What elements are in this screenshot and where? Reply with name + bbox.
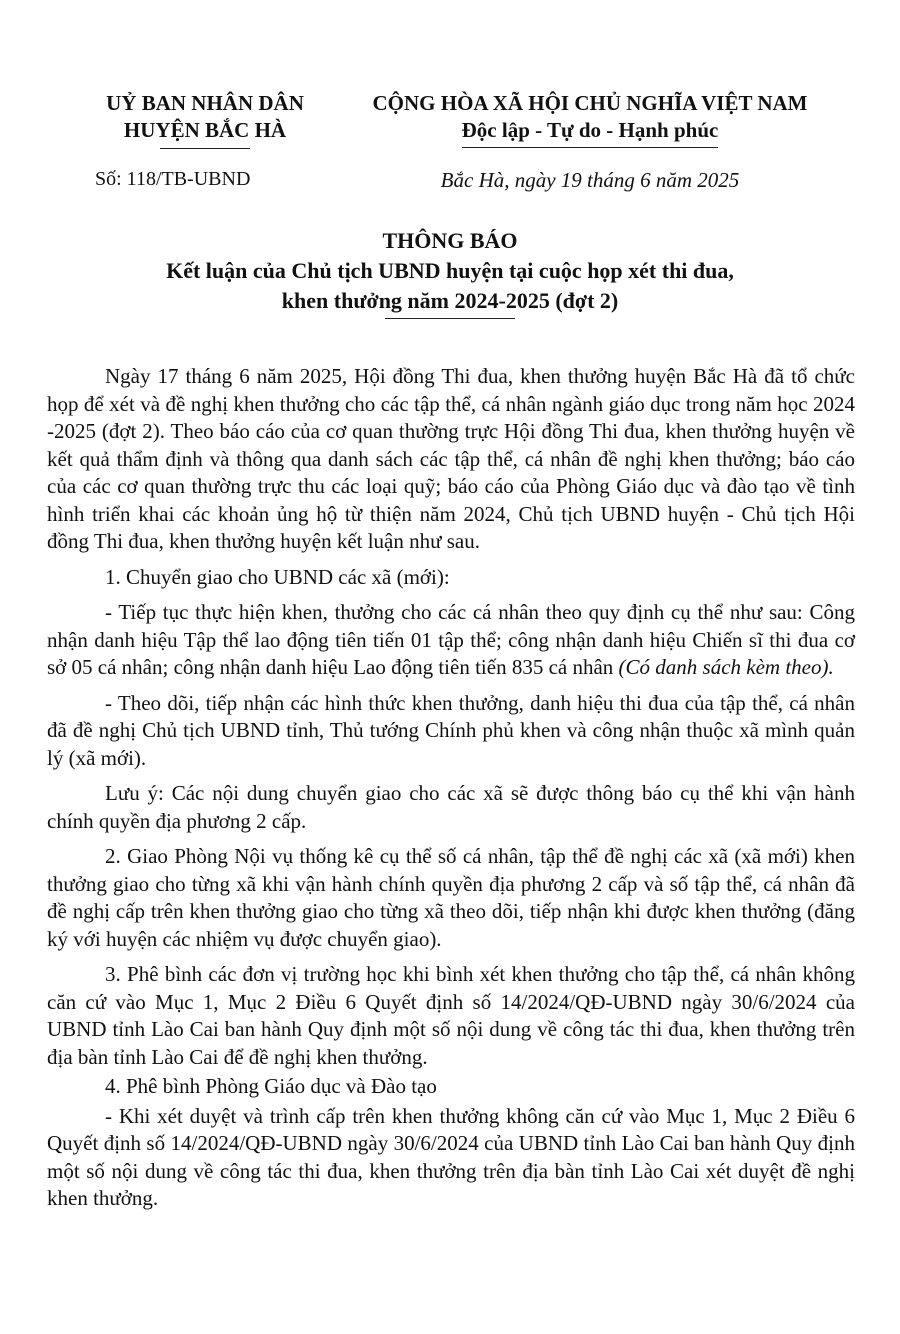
title-underline — [385, 318, 515, 319]
org-underline — [160, 148, 250, 149]
place-date: Bắc Hà, ngày 19 tháng 6 năm 2025 — [440, 168, 740, 192]
item-3: 3. Phê bình các đơn vị trường học khi bình xét khen thưởng cho tập thể, cá nhân không căn cứ vào Mục 1, Mục 2 Điều 6 Quyết định số 14/2024/QĐ-UBND ngày 30/6/2024 của UBND tỉnh Lào Cai ban hành Quy định một số nội dung về công tác thi đua, khen thưởng trên địa bàn tỉnh Lào Cai để đề nghị khen thưởng. — [47, 962, 855, 1069]
item-4-heading: 4. Phê bình Phòng Giáo dục và Đào tạo — [105, 1074, 437, 1098]
issuing-authority — [60, 90, 350, 149]
org-line-2: HUYỆN BẮC HÀ — [123, 118, 287, 142]
org-line-1: UỶ BAN NHÂN DÂN — [106, 91, 304, 115]
item-1-note: Lưu ý: Các nội dung chuyển giao cho các xã sẽ được thông báo cụ thể khi vận hành chính quyền địa phương 2 cấp. — [47, 781, 855, 833]
item-1-point-a-text: - Tiếp tục thực hiện khen, thưởng cho các cá nhân theo quy định cụ thể như sau: Công nhận danh hiệu Tập thể lao động tiên tiến 01 tập thể; công nhận danh hiệu Chiến sĩ thi đua cơ sở 05 cá nhân; công nhận danh hiệu Lao động tiên tiến 835 cá nhân — [47, 600, 855, 679]
subject-line-2: khen thưởng năm 2024-2025 (đợt 2) — [281, 288, 619, 313]
country-name: CỘNG HÒA XÃ HỘI CHỦ NGHĨA VIỆT NAM — [372, 91, 808, 115]
item-2: 2. Giao Phòng Nội vụ thống kê cụ thể số cá nhân, tập thể đề nghị các xã (xã mới) khen thưởng giao cho từng xã khi vận hành chính quyền địa phương 2 cấp và số tập thể, cá nhân đã đề nghị cấp trên khen thưởng giao cho từng xã theo dõi, tiếp nhận khi được khen thưởng (đăng ký với huyện các nhiệm vụ được chuyển giao). — [47, 844, 855, 951]
attachment-note: (Có danh sách kèm theo). — [618, 655, 834, 679]
document-body — [47, 363, 855, 1213]
intro-paragraph: Ngày 17 tháng 6 năm 2025, Hội đồng Thi đua, khen thưởng huyện Bắc Hà đã tổ chức họp để xét và đề nghị khen thưởng cho các tập thể, cá nhân ngành giáo dục trong năm học 2024 -2025 (đợt 2). Theo báo cáo của cơ quan thường trực Hội đồng Thi đua, khen thưởng huyện về kết quả thẩm định và thông qua danh sách các tập thể, cá nhân đề nghị khen thưởng; báo cáo của các cơ quan thường trực thu các loại quỹ; báo cáo của Phòng Giáo dục và đào tạo về tình hình triển khai các khoản ủng hộ từ thiện năm 2024, Chủ tịch UBND huyện - Chủ tịch Hội đồng Thi đua, khen thưởng huyện kết luận như sau. — [47, 364, 855, 553]
national-motto: Độc lập - Tự do - Hạnh phúc — [462, 117, 719, 148]
item-1-point-b: - Theo dõi, tiếp nhận các hình thức khen thưởng, danh hiệu thi đua của tập thể, cá nhân đã đề nghị Chủ tịch UBND tỉnh, Thủ tướng Chính phủ khen và công nhận thuộc xã mình quản lý (xã mới). — [47, 690, 855, 770]
item-4-point-a: - Khi xét duyệt và trình cấp trên khen thưởng không căn cứ vào Mục 1, Mục 2 Điều 6 Quyết định số 14/2024/QĐ-UBND ngày 30/6/2024 của UBND tỉnh Lào Cai ban hành Quy định một số nội dung về công tác thi đua, khen thưởng trên địa bàn tỉnh Lào Cai xét duyệt đề nghị khen thưởng. — [47, 1103, 855, 1210]
item-1-point-a — [47, 599, 855, 682]
subject-line-1: Kết luận của Chủ tịch UBND huyện tại cuộc họp xét thi đua, — [166, 258, 734, 283]
document-number: Số: 118/TB-UBND — [95, 168, 251, 190]
national-heading — [340, 90, 840, 148]
document-type: THÔNG BÁO — [382, 228, 518, 253]
document-title — [40, 226, 860, 319]
item-1-heading: 1. Chuyển giao cho UBND các xã (mới): — [105, 564, 450, 589]
